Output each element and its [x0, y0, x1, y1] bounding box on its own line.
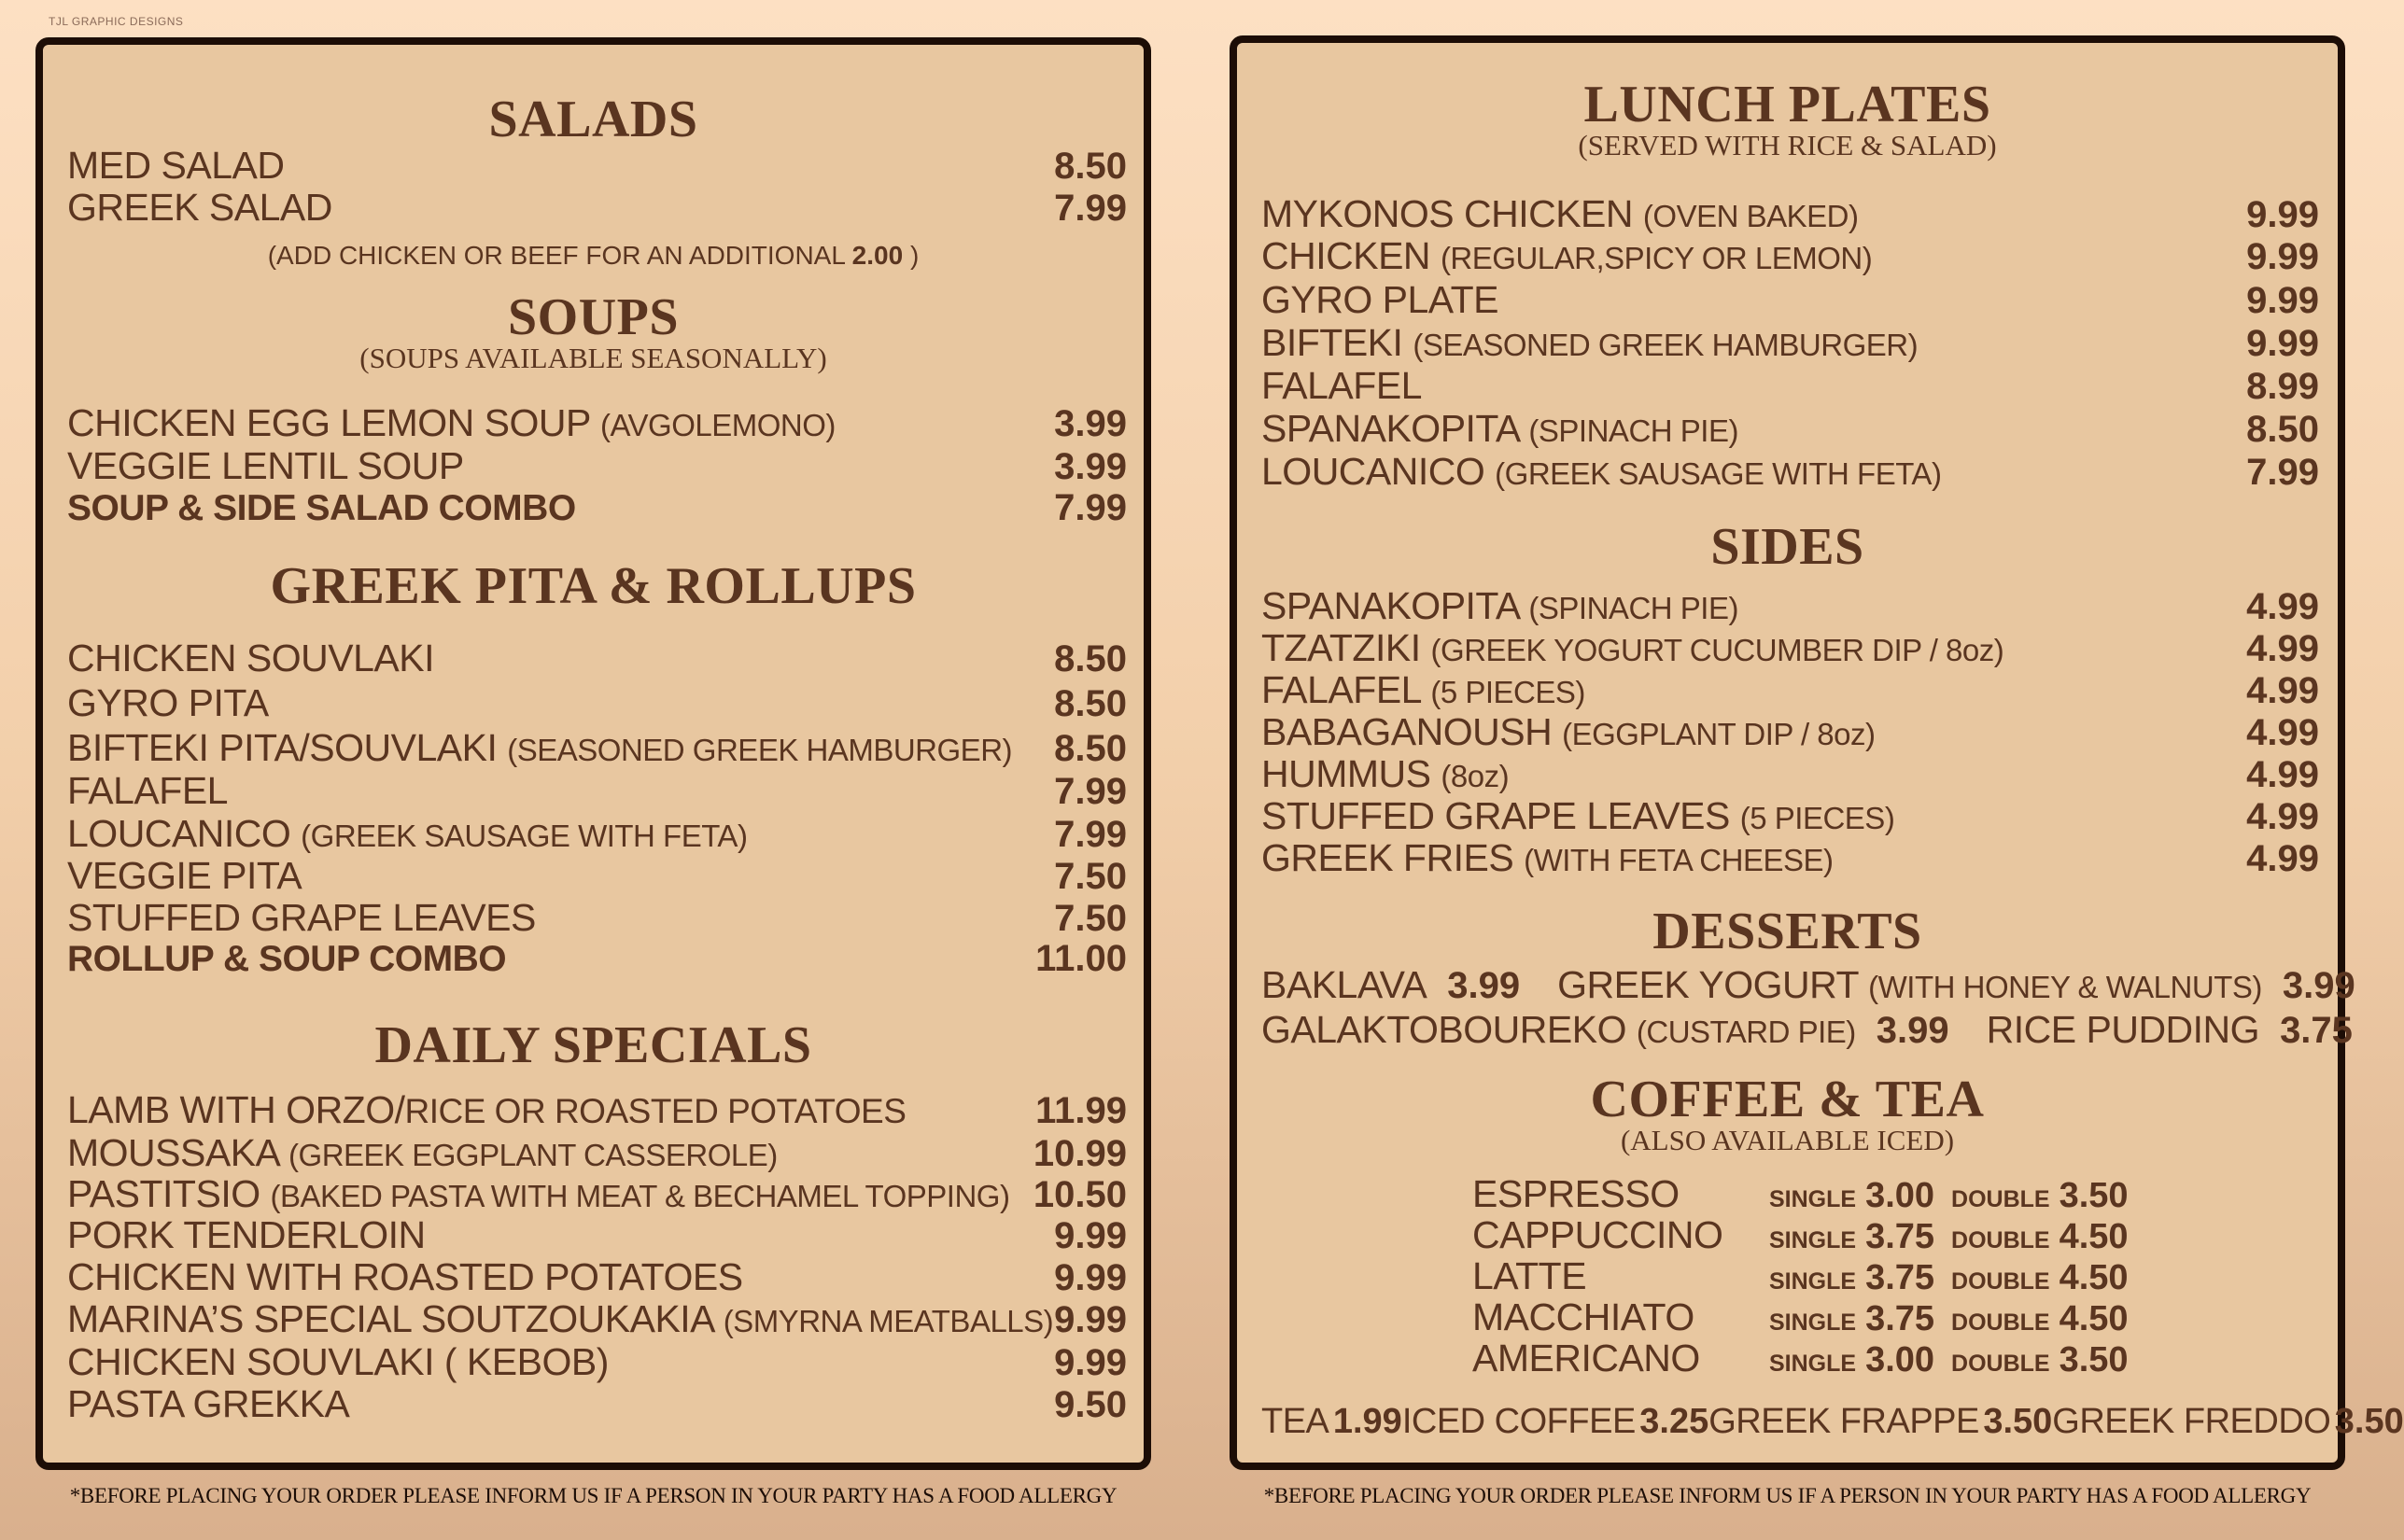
note-price: 2.00	[851, 241, 904, 270]
item-name: SPANAKOPITA (SPINACH PIE)	[1261, 584, 1738, 627]
dessert-row	[1261, 963, 2355, 1007]
menu-item	[67, 1088, 1127, 1132]
item-description: (WITH HONEY & WALNUTS)	[1868, 970, 2262, 1004]
item-name: BIFTEKI (SEASONED GREEK HAMBURGER)	[1261, 321, 1919, 364]
menu-item	[1261, 278, 2319, 322]
item-name: AMERICANO	[1472, 1337, 1700, 1379]
item-price: 9.99	[2246, 280, 2319, 321]
item-description: (GREEK YOGURT CUCUMBER DIP / 8oz)	[1430, 633, 2004, 667]
item-name: LOUCANICO (GREEK SAUSAGE WITH FETA)	[1261, 450, 1942, 493]
item-price: 7.99	[1054, 188, 1127, 229]
item-price: 9.99	[1054, 1257, 1127, 1298]
menu-item	[67, 938, 1127, 980]
salads-heading: SALADS	[488, 91, 698, 148]
soups-subtitle: (SOUPS AVAILABLE SEASONALLY)	[359, 342, 827, 374]
menu-item	[1261, 668, 2319, 712]
double-price: 4.50	[2059, 1299, 2129, 1338]
left-menu-panel	[35, 37, 1151, 1470]
menu-item	[67, 1255, 1127, 1299]
item-name: BABAGANOUSH (EGGPLANT DIP / 8oz)	[1261, 710, 1876, 753]
menu-item	[67, 637, 1127, 680]
coffee-item	[1472, 1213, 2145, 1257]
item-price: 7.99	[1054, 814, 1127, 855]
specials-heading: DAILY SPECIALS	[374, 1016, 812, 1074]
double-price: 4.50	[2059, 1258, 2129, 1297]
item-name: GYRO PITA	[67, 681, 269, 724]
right-menu-panel	[1230, 35, 2404, 1470]
item-name: GREEK YOGURT (WITH HONEY & WALNUTS)	[1557, 963, 2262, 1006]
coffee-heading: COFFEE & TEA	[1590, 1071, 1985, 1128]
menu-item	[67, 681, 1127, 725]
item-name: CHICKEN SOUVLAKI ( KEBOB)	[67, 1340, 609, 1383]
designer-credit: TJL GRAPHIC DESIGNS	[49, 15, 184, 28]
menu-item	[1261, 584, 2319, 628]
menu-item	[1261, 192, 2319, 236]
coffee-item	[1472, 1254, 2145, 1298]
note-text: (ADD CHICKEN OR BEEF FOR AN ADDITIONAL	[267, 241, 845, 270]
item-price: 9.99	[2246, 323, 2319, 364]
lunch-subtitle: (SERVED WITH RICE & SALAD)	[1578, 129, 1997, 161]
item-name: VEGGIE PITA	[67, 854, 302, 897]
item-description: (CUSTARD PIE)	[1636, 1015, 1856, 1049]
single-label: SINGLE	[1769, 1268, 1857, 1295]
item-name: SOUP & SIDE SALAD COMBO	[67, 488, 576, 528]
item-name: MED SALAD	[67, 144, 285, 187]
menu-item	[67, 444, 1127, 488]
coffee-item	[1472, 1337, 2145, 1380]
single-price: 3.00	[1865, 1340, 1935, 1379]
menu-item	[1261, 752, 2319, 796]
desserts-heading: DESSERTS	[1652, 903, 1922, 960]
item-description: (SEASONED GREEK HAMBURGER)	[507, 733, 1013, 767]
menu-item	[67, 769, 1127, 813]
item-price: 8.50	[2246, 409, 2319, 450]
double-price: 3.50	[2059, 1176, 2129, 1215]
menu-item	[67, 896, 1127, 940]
item-name: LAMB WITH ORZO/RICE OR ROASTED POTATOES	[67, 1088, 907, 1131]
item-name: STUFFED GRAPE LEAVES (5 PIECES)	[1261, 794, 1895, 837]
item-price: 3.99	[1447, 965, 1521, 1006]
item-name: PASTA GREKKA	[67, 1382, 350, 1425]
menu-item	[67, 726, 1127, 770]
item-price: 7.50	[1054, 898, 1127, 939]
item-name: CAPPUCCINO	[1472, 1213, 1723, 1256]
menu-item	[1261, 836, 2319, 880]
double-label: DOUBLE	[1951, 1186, 2050, 1212]
item-price: 4.99	[2246, 586, 2319, 627]
item-price: 9.99	[1054, 1215, 1127, 1256]
menu-item	[67, 144, 1127, 188]
item-name: RICE PUDDING	[1986, 1008, 2260, 1051]
single-label: SINGLE	[1769, 1309, 1857, 1336]
menu-item	[67, 1172, 1127, 1216]
item-description: (REGULAR,SPICY OR LEMON)	[1440, 241, 1873, 275]
item-price: 4.99	[2246, 796, 2319, 837]
menu-item	[1261, 234, 2319, 278]
menu-item	[1261, 321, 2319, 365]
item-price: 8.99	[2246, 366, 2319, 407]
lunch-heading: LUNCH PLATES	[1583, 76, 1991, 133]
item-price: 9.99	[1054, 1299, 1127, 1340]
double-label: DOUBLE	[1951, 1268, 2050, 1295]
item-name: FALAFEL	[1261, 364, 1422, 407]
item-name: FALAFEL (5 PIECES)	[1261, 668, 1585, 711]
item-description: (SMYRNA MEATBALLS)	[723, 1304, 1054, 1338]
menu-item	[1261, 794, 2319, 838]
menu-item	[67, 487, 1127, 529]
item-price: 9.99	[1054, 1342, 1127, 1383]
single-label: SINGLE	[1769, 1186, 1857, 1212]
menu-item: TEA 1.99	[1261, 1402, 1402, 1441]
dessert-row	[1261, 1008, 2353, 1052]
double-label: DOUBLE	[1951, 1309, 2050, 1336]
item-price: 8.50	[1054, 728, 1127, 769]
item-price: 3.75	[2280, 1010, 2353, 1051]
item-name: FALAFEL	[67, 769, 228, 812]
pita-heading: GREEK PITA & ROLLUPS	[270, 557, 917, 615]
item-price: 3.99	[1876, 1010, 1949, 1051]
double-label: DOUBLE	[1951, 1351, 2050, 1377]
item-price: 4.99	[2246, 838, 2319, 879]
tea-row	[1261, 1402, 2404, 1442]
item-name: SPANAKOPITA (SPINACH PIE)	[1261, 407, 1738, 450]
item-description: (OVEN BAKED)	[1642, 199, 1859, 233]
item-description: (GREEK SAUSAGE WITH FETA)	[301, 819, 748, 853]
menu-item	[67, 1131, 1127, 1175]
item-price: 10.50	[1033, 1174, 1127, 1215]
item-name: MYKONOS CHICKEN (OVEN BAKED)	[1261, 192, 1859, 235]
salads-note	[43, 241, 1144, 271]
menu-item	[67, 1213, 1127, 1257]
item-name: PASTITSIO (BAKED PASTA WITH MEAT & BECHAMEL TOPPING)	[67, 1172, 1010, 1215]
item-description: (SPINACH PIE)	[1528, 413, 1738, 448]
menu-item: ICED COFFEE 3.25	[1401, 1402, 1709, 1441]
item-description: (GREEK EGGPLANT CASSEROLE)	[288, 1138, 778, 1172]
item-description: (WITH FETA CHEESE)	[1524, 843, 1834, 877]
menu-item	[67, 1340, 1127, 1384]
coffee-item	[1472, 1295, 2145, 1339]
item-price: 8.50	[1054, 683, 1127, 724]
item-price: 3.99	[1054, 446, 1127, 487]
item-name: LOUCANICO (GREEK SAUSAGE WITH FETA)	[67, 812, 748, 855]
item-description: (AVGOLEMONO)	[599, 408, 836, 442]
item-price: 11.00	[1035, 938, 1127, 979]
item-description: (BAKED PASTA WITH MEAT & BECHAMEL TOPPING)	[270, 1179, 1010, 1213]
menu-item	[1261, 364, 2319, 408]
coffee-subtitle: (ALSO AVAILABLE ICED)	[1620, 1124, 1955, 1156]
item-description: (5 PIECES)	[1430, 675, 1585, 709]
item-price: 7.99	[1054, 487, 1127, 528]
allergy-notice-right: *BEFORE PLACING YOUR ORDER PLEASE INFORM US IF A PERSON IN YOUR PARTY HAS A FOOD ALLERGY	[1263, 1484, 2312, 1507]
item-name: ESPRESSO	[1472, 1172, 1680, 1215]
item-name: HUMMUS (8oz)	[1261, 752, 1510, 795]
item-name: CHICKEN EGG LEMON SOUP (AVGOLEMONO)	[67, 401, 836, 444]
item-price: 8.50	[1054, 638, 1127, 679]
menu-item	[67, 401, 1127, 445]
menu-item	[1261, 407, 2319, 451]
item-name: STUFFED GRAPE LEAVES	[67, 896, 536, 939]
item-price: 4.99	[2246, 754, 2319, 795]
item-price: 3.99	[2282, 965, 2355, 1006]
single-price: 3.00	[1865, 1176, 1935, 1215]
single-price: 3.75	[1865, 1258, 1935, 1297]
item-name: GALAKTOBOUREKO (CUSTARD PIE)	[1261, 1008, 1856, 1051]
soups-heading: SOUPS	[508, 288, 679, 346]
allergy-notice-left: *BEFORE PLACING YOUR ORDER PLEASE INFORM US IF A PERSON IN YOUR PARTY HAS A FOOD ALLERGY	[69, 1484, 1118, 1507]
item-name: CHICKEN SOUVLAKI	[67, 637, 434, 679]
item-price: 7.99	[1054, 771, 1127, 812]
item-description: (SPINACH PIE)	[1528, 591, 1738, 625]
item-description: (5 PIECES)	[1739, 801, 1895, 835]
item-price: 9.99	[2246, 194, 2319, 235]
item-price: 11.99	[1035, 1090, 1127, 1131]
menu-item	[1261, 710, 2319, 754]
menu-item	[67, 854, 1127, 898]
item-description: (GREEK SAUSAGE WITH FETA)	[1495, 456, 1942, 491]
menu-item	[67, 186, 1127, 230]
item-name: MACCHIATO	[1472, 1295, 1694, 1338]
sides-heading: SIDES	[1710, 518, 1864, 576]
item-description: (8oz)	[1441, 759, 1510, 793]
double-price: 4.50	[2059, 1217, 2129, 1256]
coffee-item	[1472, 1172, 2145, 1216]
item-name: LATTE	[1472, 1254, 1587, 1297]
item-price: 10.99	[1033, 1133, 1127, 1174]
item-price: 7.99	[2246, 452, 2319, 493]
item-name: GREEK FRIES (WITH FETA CHEESE)	[1261, 836, 1834, 879]
single-label: SINGLE	[1769, 1227, 1857, 1253]
menu-item	[1261, 450, 2319, 494]
menu-item	[67, 1382, 1127, 1426]
menu-item: GREEK FRAPPE 3.50	[1708, 1402, 2053, 1441]
item-name: GYRO PLATE	[1261, 278, 1498, 321]
item-name: BAKLAVA	[1261, 963, 1427, 1006]
item-description: (SEASONED GREEK HAMBURGER)	[1413, 328, 1919, 362]
item-price: 8.50	[1054, 146, 1127, 187]
item-name: TZATZIKI (GREEK YOGURT CUCUMBER DIP / 8oz)	[1261, 626, 2004, 669]
double-price: 3.50	[2059, 1340, 2129, 1379]
menu-item: GREEK FREDDO 3.50	[2052, 1402, 2404, 1441]
item-name: CHICKEN (REGULAR,SPICY OR LEMON)	[1261, 234, 1873, 277]
item-name: CHICKEN WITH ROASTED POTATOES	[67, 1255, 743, 1298]
item-name: ROLLUP & SOUP COMBO	[67, 939, 507, 979]
item-price: 9.99	[2246, 236, 2319, 277]
item-price: 4.99	[2246, 712, 2319, 753]
single-price: 3.75	[1865, 1217, 1935, 1256]
item-price: 3.99	[1054, 403, 1127, 444]
item-description: (EGGPLANT DIP / 8oz)	[1562, 717, 1876, 751]
item-name: PORK TENDERLOIN	[67, 1213, 426, 1256]
menu-item	[1261, 626, 2319, 670]
item-name: MARINA’S SPECIAL SOUTZOUKAKIA (SMYRNA MEATBALLS)	[67, 1297, 1054, 1340]
item-name: VEGGIE LENTIL SOUP	[67, 444, 464, 487]
item-price: 4.99	[2246, 628, 2319, 669]
menu-item	[67, 812, 1127, 856]
item-description: RICE OR ROASTED POTATOES	[404, 1092, 907, 1130]
double-label: DOUBLE	[1951, 1227, 2050, 1253]
menu-item	[67, 1297, 1127, 1341]
item-price: 7.50	[1054, 856, 1127, 897]
item-name: GREEK SALAD	[67, 186, 332, 229]
item-name: BIFTEKI PITA/SOUVLAKI (SEASONED GREEK HAMBURGER)	[67, 726, 1013, 769]
item-price: 4.99	[2246, 670, 2319, 711]
single-label: SINGLE	[1769, 1351, 1857, 1377]
item-name: MOUSSAKA (GREEK EGGPLANT CASSEROLE)	[67, 1131, 778, 1174]
single-price: 3.75	[1865, 1299, 1935, 1338]
item-price: 9.50	[1054, 1384, 1127, 1425]
note-close: )	[909, 241, 920, 270]
